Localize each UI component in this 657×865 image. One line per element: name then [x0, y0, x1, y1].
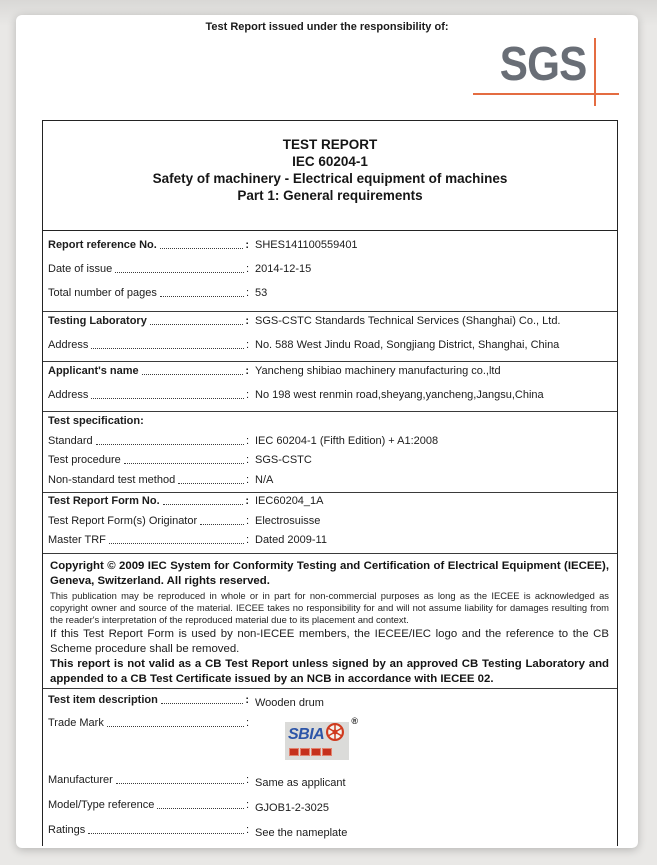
row-label — [48, 389, 249, 401]
section-report-reference — [43, 231, 617, 311]
dotted-leader — [124, 463, 244, 464]
table-row — [43, 435, 617, 455]
dotted-leader — [88, 833, 244, 834]
dotted-leader — [116, 783, 244, 784]
dotted-leader — [115, 272, 244, 273]
row-label-text: Date of issue — [48, 263, 113, 275]
dotted-leader — [109, 543, 244, 544]
row-value: No 198 west renmin road,sheyang,yancheng,Jangsu,China — [255, 388, 544, 401]
row-label-text: Ratings — [48, 824, 86, 836]
row-label — [48, 534, 249, 546]
table-row — [43, 495, 617, 515]
row-label — [48, 454, 249, 466]
row-label-text: Test procedure — [48, 454, 121, 466]
section-test-item — [43, 688, 617, 846]
row-label-text: Total number of pages — [48, 287, 157, 299]
table-row — [43, 287, 617, 311]
row-label — [48, 799, 249, 811]
row-label — [48, 515, 249, 527]
row-value: SGS-CSTC Standards Technical Services (Shanghai) Co., Ltd. — [255, 315, 561, 327]
row-label — [48, 339, 249, 351]
trademark-text: SBIA — [288, 726, 325, 743]
table-row — [43, 717, 617, 774]
section-test-report-form — [43, 492, 617, 553]
row-label — [48, 365, 249, 377]
dotted-leader — [160, 248, 244, 249]
dotted-leader — [96, 444, 244, 445]
section-testing-laboratory — [43, 311, 617, 361]
row-label-text: Manufacturer — [48, 774, 113, 786]
title-line-3: Safety of machinery - Electrical equipment of machines — [152, 171, 508, 186]
row-label-text: Applicant's name — [48, 365, 139, 377]
dotted-leader — [163, 504, 244, 505]
row-value: Wooden drum — [255, 697, 324, 709]
row-label — [48, 263, 249, 275]
row-label — [48, 495, 249, 507]
title-line-2: IEC 60204-1 — [292, 154, 368, 169]
row-value: Electrosuisse — [255, 514, 321, 527]
trademark-logo — [285, 716, 358, 760]
row-label — [48, 694, 249, 706]
row-label — [48, 474, 249, 486]
row-label — [48, 435, 249, 447]
registered-trademark-mark: ® — [351, 716, 358, 726]
row-value: IEC 60204-1 (Fifth Edition) + A1:2008 — [255, 434, 439, 447]
row-label — [48, 239, 249, 251]
table-row — [43, 389, 617, 413]
dotted-leader — [161, 703, 244, 704]
table-row — [43, 263, 617, 287]
row-label-text: Test item description — [48, 694, 158, 706]
table-row — [43, 474, 617, 494]
row-label — [48, 824, 249, 836]
row-label-text: Trade Mark — [48, 717, 104, 729]
table-row — [43, 799, 617, 824]
title-line-4: Part 1: General requirements — [237, 188, 423, 203]
row-label-text: Master TRF — [48, 534, 106, 547]
copyright-removal-note: If this Test Report Form is used by non-IECEE members, the IECEE/IEC logo and the reference to the CB Scheme procedure shall be removed. — [50, 627, 609, 655]
row-value: No. 588 West Jindu Road, Songjiang District, Shanghai, China — [255, 338, 560, 351]
trademark-chinese-band — [289, 748, 346, 756]
row-label — [48, 717, 249, 729]
dotted-leader — [107, 726, 244, 727]
section-applicant — [43, 361, 617, 411]
table-row — [43, 824, 617, 846]
row-label-text: Report reference No. — [48, 239, 157, 251]
trademark-logo-box — [285, 722, 349, 760]
row-value — [255, 716, 358, 760]
row-label-text: Address — [48, 338, 89, 351]
row-value: Same as applicant — [255, 777, 346, 789]
trademark-wheel-icon — [325, 722, 345, 742]
row-label-text: Testing Laboratory — [48, 315, 147, 327]
table-row — [43, 534, 617, 554]
dotted-leader — [178, 483, 244, 484]
row-value: SHES141100559401 — [255, 239, 358, 251]
dotted-leader — [160, 296, 244, 297]
row-value: SGS-CSTC — [255, 454, 312, 466]
dotted-leader — [142, 374, 244, 375]
table-row — [43, 239, 617, 263]
table-row — [43, 694, 617, 717]
row-value: Dated 2009-11 — [255, 534, 327, 547]
report-title-block — [43, 121, 617, 231]
table-row — [43, 415, 617, 435]
section-copyright — [43, 553, 617, 688]
table-row — [43, 365, 617, 389]
copyright-validity-notice: This report is not valid as a CB Test Report unless signed by an approved CB Testing Laboratory and appended to a CB Test Certificate issued by an NCB in accordance with IECEE 02. — [50, 657, 609, 685]
row-value: IEC60204_1A — [255, 495, 324, 507]
row-value: See the nameplate — [255, 827, 348, 839]
row-label — [48, 415, 249, 427]
row-label-text: Address — [48, 388, 89, 401]
dotted-leader — [91, 398, 244, 399]
table-row — [43, 315, 617, 339]
report-page — [16, 15, 638, 848]
sgs-logo: SGS — [499, 38, 586, 91]
sgs-logo-vertical-line — [594, 38, 596, 106]
row-label-text: Non-standard test method — [48, 473, 176, 486]
row-label-text: Test Report Form(s) Originator — [48, 514, 198, 527]
row-value: 53 — [255, 287, 268, 299]
row-label — [48, 774, 249, 786]
sgs-logo-horizontal-line — [473, 93, 619, 95]
table-row — [43, 515, 617, 535]
dotted-leader — [157, 808, 244, 809]
row-label-text: Model/Type reference — [48, 799, 155, 811]
row-value: Yancheng shibiao machinery manufacturing co.,ltd — [255, 365, 501, 377]
copyright-bold-intro: Copyright © 2009 IEC System for Conformity Testing and Certification of Electrical Equipment (IECEE), Geneva, Switzerland. All rights reserved. — [50, 560, 609, 587]
row-label-text: Standard — [48, 434, 93, 447]
dotted-leader — [150, 324, 244, 325]
row-label-text: Test specification: — [48, 415, 144, 427]
row-value: 2014-12-15 — [255, 263, 312, 275]
table-row — [43, 339, 617, 363]
row-label — [48, 287, 249, 299]
table-row — [43, 774, 617, 799]
row-value: N/A — [255, 473, 274, 486]
dotted-leader — [91, 348, 244, 349]
report-table — [42, 120, 618, 846]
section-test-specification — [43, 411, 617, 492]
table-row — [43, 454, 617, 474]
row-value: GJOB1-2-3025 — [255, 802, 329, 814]
title-line-1: TEST REPORT — [282, 137, 378, 152]
copyright-small-text: This publication may be reproduced in whole or in part for non-commercial purposes as long as the IECEE is acknowledged as copyright owner and source of the material. IECEE takes no responsibility for and will not assume liability for damages resulting from the reader's interpretation of the reproduced material due to its placement and context. — [50, 590, 609, 626]
issued-responsibility-line: Test Report issued under the responsibility of: — [205, 21, 449, 33]
row-label — [48, 315, 249, 327]
row-label-text: Test Report Form No. — [48, 495, 160, 507]
dotted-leader — [200, 524, 244, 525]
